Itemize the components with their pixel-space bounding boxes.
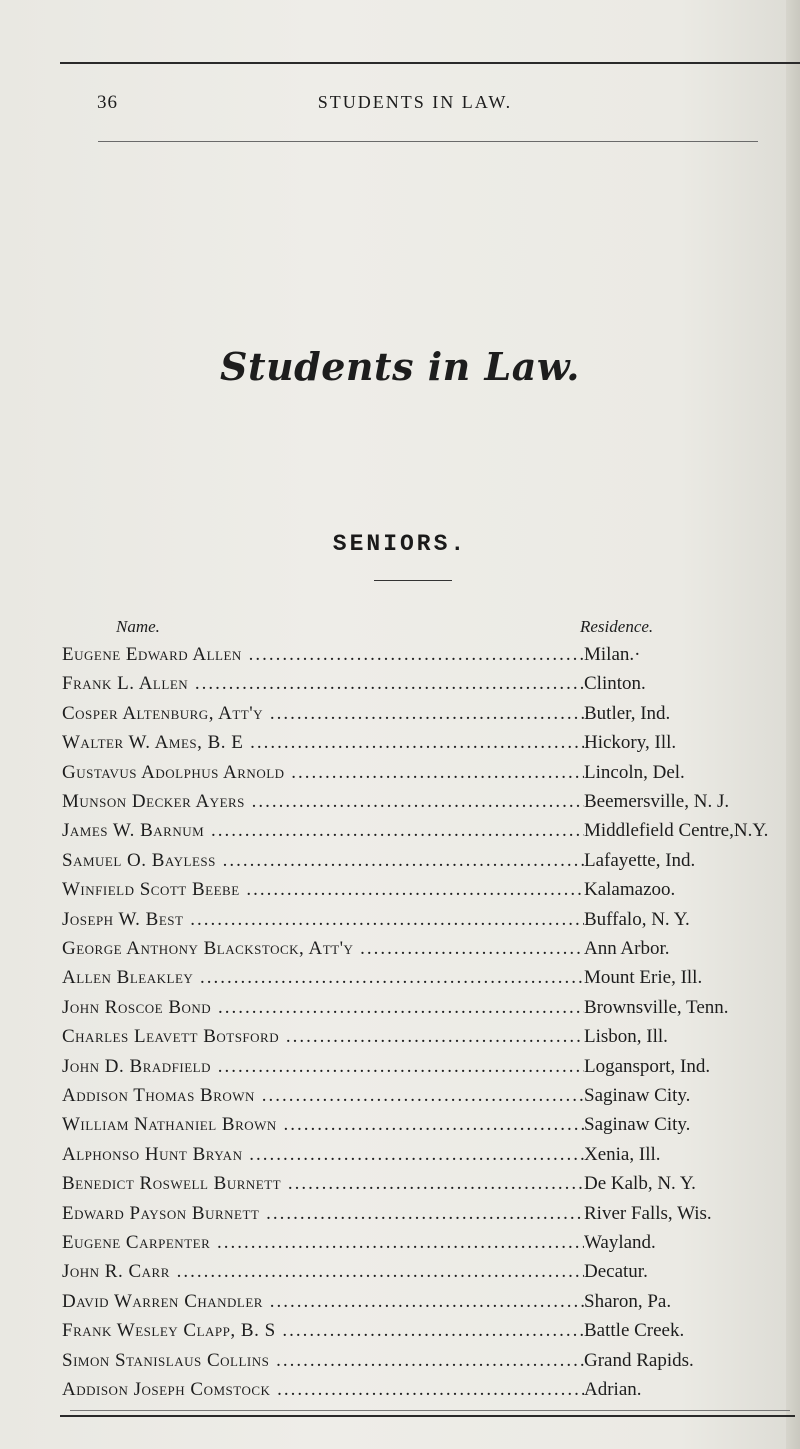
list-item: [0, 1261, 800, 1291]
student-residence: Decatur.: [584, 1261, 648, 1283]
list-item: [0, 1056, 800, 1086]
student-residence: Xenia, Ill.: [584, 1143, 661, 1165]
student-residence: Adrian.: [584, 1379, 642, 1400]
bottom-rule-thin: [70, 1410, 790, 1411]
list-item: [0, 1350, 800, 1380]
section-heading: SENIORS.: [332, 531, 468, 557]
student-residence: Lisbon, Ill.: [584, 1026, 668, 1048]
column-header-name: Name.: [116, 617, 160, 636]
student-residence: Battle Creek.: [584, 1320, 685, 1342]
list-item: [0, 850, 800, 880]
student-name: William Nathaniel Brown .....: [62, 1114, 584, 1136]
list-item: [0, 967, 800, 997]
running-head: STUDENTS IN LAW.: [317, 92, 513, 112]
list-item: [0, 1320, 800, 1350]
list-item: [0, 1085, 800, 1115]
list-item: [0, 732, 800, 762]
section-rule: [374, 580, 452, 581]
student-residence: Saginaw City.: [584, 1114, 691, 1136]
list-item: [0, 1232, 800, 1262]
list-item: [0, 1144, 800, 1174]
list-item: [0, 703, 800, 733]
student-name: John Roscoe Bond .....: [62, 997, 584, 1019]
student-name: Alphonso Hunt Bryan .....: [62, 1144, 584, 1166]
page-title: Students in Law.: [220, 344, 580, 389]
student-residence: Buffalo, N. Y.: [584, 908, 690, 930]
header-rule: [98, 141, 758, 142]
list-item: [0, 1379, 800, 1409]
student-name: John R. Carr .....: [62, 1261, 584, 1283]
student-name: Addison Joseph Comstock .....: [62, 1379, 584, 1401]
list-item: [0, 673, 800, 703]
bottom-rule: [60, 1415, 795, 1417]
page-header: [70, 92, 760, 118]
student-name: Simon Stanislaus Collins .....: [62, 1350, 584, 1372]
student-residence: Milan.·: [584, 644, 641, 665]
top-border-rule: [60, 62, 800, 64]
student-name: Walter W. Ames, B. E .....: [62, 732, 584, 754]
student-residence: Grand Rapids.: [584, 1349, 694, 1371]
student-residence: Hickory, Ill.: [584, 732, 677, 754]
student-name: Addison Thomas Brown .....: [62, 1085, 584, 1107]
student-residence: Lincoln, Del.: [584, 761, 685, 783]
student-residence: Beemersville, N. J.: [584, 791, 730, 812]
student-name: Benedict Roswell Burnett .....: [62, 1173, 584, 1195]
student-name: James W. Barnum .....: [62, 820, 584, 842]
list-item: [0, 762, 800, 792]
list-item: [0, 909, 800, 939]
student-name: John D. Bradfield .....: [62, 1056, 584, 1078]
list-item: [0, 1173, 800, 1203]
student-name: Winfield Scott Beebe .....: [62, 879, 584, 901]
list-item: [0, 997, 800, 1027]
student-name: Allen Bleakley .....: [62, 967, 584, 989]
student-residence: Butler, Ind.: [584, 702, 671, 724]
student-residence: Ann Arbor.: [584, 938, 670, 959]
list-item: [0, 1291, 800, 1321]
student-residence: De Kalb, N. Y.: [584, 1173, 696, 1195]
list-item: [0, 644, 800, 674]
student-name: Eugene Edward Allen .....: [62, 644, 584, 666]
student-residence: Logansport, Ind.: [584, 1055, 711, 1077]
list-item: [0, 1026, 800, 1056]
student-residence: Brownsville, Tenn.: [584, 996, 729, 1018]
student-residence: Saginaw City.: [584, 1085, 691, 1106]
student-residence: Middlefield Centre,N.Y.: [584, 820, 769, 842]
list-item: [0, 879, 800, 909]
student-residence: Lafayette, Ind.: [584, 849, 696, 871]
student-name: Munson Decker Ayers .....: [62, 791, 584, 813]
list-item: [0, 1114, 800, 1144]
student-residence: Wayland.: [584, 1232, 656, 1253]
student-name: Frank L. Allen .....: [62, 673, 584, 695]
student-name: Cosper Altenburg, Att'y .....: [62, 703, 584, 725]
student-name: Joseph W. Best .....: [62, 909, 584, 931]
student-residence: Kalamazoo.: [584, 879, 676, 901]
student-name: Charles Leavett Botsford .....: [62, 1026, 584, 1048]
student-residence: Clinton.: [584, 673, 646, 695]
list-item: [0, 938, 800, 968]
column-header-residence: Residence.: [580, 617, 654, 636]
student-name: Samuel O. Bayless .....: [62, 850, 584, 872]
list-item: [0, 1203, 800, 1233]
student-name: George Anthony Blackstock, Att'y .....: [62, 938, 584, 960]
student-name: David Warren Chandler .....: [62, 1291, 584, 1313]
student-residence: River Falls, Wis.: [584, 1202, 712, 1224]
student-name: Gustavus Adolphus Arnold .....: [62, 762, 584, 784]
student-name: Eugene Carpenter .....: [62, 1232, 584, 1254]
page-number: 36: [97, 92, 118, 113]
student-residence: Mount Erie, Ill.: [584, 967, 703, 989]
list-item: [0, 791, 800, 821]
student-residence: Sharon, Pa.: [584, 1290, 672, 1312]
student-name: Edward Payson Burnett .....: [62, 1203, 584, 1225]
student-name: Frank Wesley Clapp, B. S .....: [62, 1320, 584, 1342]
list-item: [0, 820, 800, 850]
